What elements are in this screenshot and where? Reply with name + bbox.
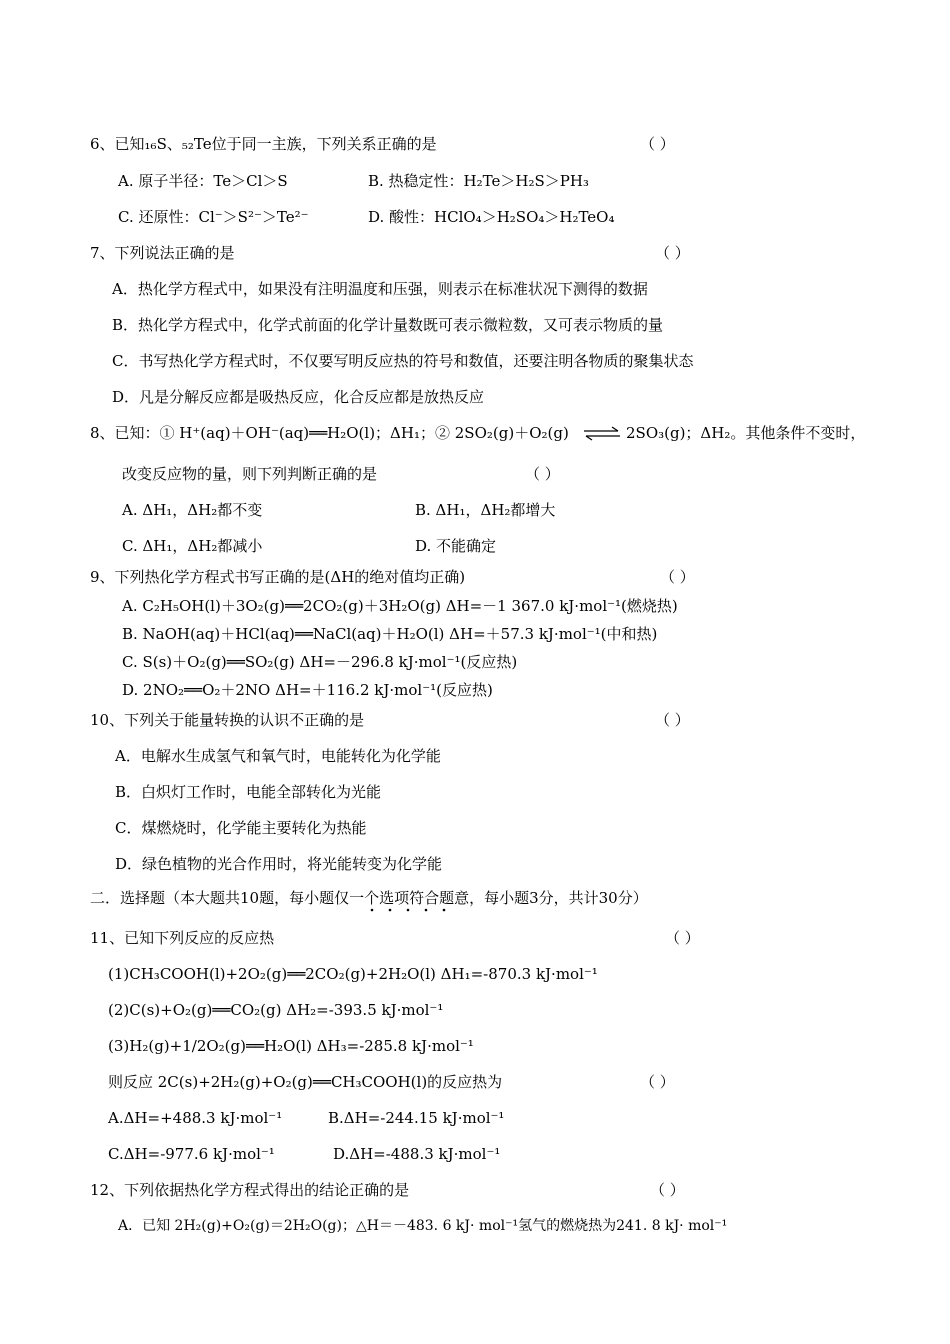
q11-reaction-3: (3)H₂(g)+1/2O₂(g)══H₂O(l) ΔH₃=-285.8 kJ·mol⁻¹ — [108, 1037, 474, 1055]
q6-stem: 6、已知₁₆S、₅₂Te位于同一主族，下列关系正确的是 — [90, 135, 437, 153]
q9-option-c: C. S(s)＋O₂(g)══SO₂(g) ΔH=－296.8 kJ·mol⁻¹(反应热) — [122, 653, 518, 671]
q12-stem: 12、下列依据热化学方程式得出的结论正确的是 — [90, 1181, 410, 1199]
q9-option-b: B. NaOH(aq)＋HCl(aq)══NaCl(aq)＋H₂O(l) ΔH=＋57.3 kJ·mol⁻¹(中和热) — [122, 625, 658, 643]
q7-answer-bracket: （ ） — [655, 244, 690, 262]
q11-reaction-1: (1)CH₃COOH(l)+2O₂(g)══2CO₂(g)+2H₂O(l) ΔH₁=-870.3 kJ·mol⁻¹ — [108, 965, 598, 983]
equilibrium-arrow-icon — [582, 424, 622, 442]
q8-answer-bracket: （ ） — [525, 465, 560, 483]
q6-answer-bracket: （ ） — [640, 135, 675, 153]
q7-option-a: A．热化学方程式中，如果没有注明温度和压强，则表示在标准状况下测得的数据 — [112, 280, 648, 298]
q8-option-c: C. ΔH₁，ΔH₂都减小 — [122, 537, 263, 555]
q7-option-b: B．热化学方程式中，化学式前面的化学计量数既可表示微粒数，又可表示物质的量 — [112, 316, 664, 334]
q11-reaction-2: (2)C(s)+O₂(g)══CO₂(g) ΔH₂=-393.5 kJ·mol⁻¹ — [108, 1001, 444, 1019]
q9-answer-bracket: （ ） — [660, 568, 695, 586]
q6-option-a: A. 原子半径：Te＞Cl＞S — [118, 172, 288, 190]
q7-option-d: D．凡是分解反应都是吸热反应，化合反应都是放热反应 — [112, 388, 485, 406]
q10-option-b: B．白炽灯工作时，电能全部转化为光能 — [115, 783, 382, 801]
q9-stem: 9、下列热化学方程式书写正确的是(ΔH的绝对值均正确) — [90, 568, 466, 586]
q10-option-d: D．绿色植物的光合作用时，将光能转变为化学能 — [115, 855, 443, 873]
q9-option-a: A. C₂H₅OH(l)＋3O₂(g)══2CO₂(g)＋3H₂O(g) ΔH=－1 367.0 kJ·mol⁻¹(燃烧热) — [122, 597, 678, 615]
q10-stem: 10、下列关于能量转换的认识不正确的是 — [90, 711, 365, 729]
q6-option-b: B. 热稳定性：H₂Te＞H₂S＞PH₃ — [368, 172, 589, 190]
q11-option-b: B.ΔH=-244.15 kJ·mol⁻¹ — [328, 1109, 505, 1127]
q10-option-a: A．电解水生成氢气和氧气时，电能转化为化学能 — [115, 747, 441, 765]
q6-option-d: D. 酸性：HClO₄＞H₂SO₄＞H₂TeO₄ — [368, 208, 615, 226]
q11-stem: 11、已知下列反应的反应热 — [90, 929, 275, 947]
q12-answer-bracket: （ ） — [650, 1181, 685, 1199]
q11-option-d: D.ΔH=-488.3 kJ·mol⁻¹ — [333, 1145, 501, 1163]
q10-answer-bracket: （ ） — [655, 711, 690, 729]
emphasis-dots-icon — [368, 907, 448, 913]
q8-option-a: A. ΔH₁，ΔH₂都不变 — [122, 501, 263, 519]
q11-option-c: C.ΔH=-977.6 kJ·mol⁻¹ — [108, 1145, 275, 1163]
section-2-heading: 二．选择题（本大题共10题，每小题仅一个选项符合题意，每小题3分，共计30分） — [90, 889, 648, 907]
q12-option-a: A．已知 2H₂(g)+O₂(g)＝2H₂O(g)；△H＝－483. 6 kJ· mol⁻¹氢气的燃烧热为241. 8 kJ· mol⁻¹ — [118, 1218, 728, 1234]
q10-option-c: C．煤燃烧时，化学能主要转化为热能 — [115, 819, 367, 837]
q11-option-a: A.ΔH=+488.3 kJ·mol⁻¹ — [108, 1109, 283, 1127]
q8-option-d: D. 不能确定 — [415, 537, 497, 555]
q8-stem-right: 2SO₃(g)；ΔH₂。其他条件不变时， — [626, 424, 866, 442]
q9-option-d: D. 2NO₂══O₂＋2NO ΔH=＋116.2 kJ·mol⁻¹(反应热) — [122, 681, 493, 699]
q7-stem: 7、下列说法正确的是 — [90, 244, 235, 262]
q8-stem-line2: 改变反应物的量，则下列判断正确的是 — [122, 465, 378, 483]
q6-option-c: C. 还原性：Cl⁻＞S²⁻＞Te²⁻ — [118, 208, 309, 226]
q11-answer-bracket: （ ） — [665, 929, 700, 947]
q8-stem-left: 8、已知：① H⁺(aq)＋OH⁻(aq)══H₂O(l)；ΔH₁；② 2SO₂(g)＋O₂(g) — [90, 424, 569, 442]
q11-question: 则反应 2C(s)+2H₂(g)+O₂(g)══CH₃COOH(l)的反应热为 — [108, 1073, 503, 1091]
q8-option-b: B. ΔH₁，ΔH₂都增大 — [415, 501, 556, 519]
q11-question-bracket: （ ） — [640, 1073, 675, 1091]
q7-option-c: C．书写热化学方程式时，不仅要写明反应热的符号和数值，还要注明各物质的聚集状态 — [112, 352, 694, 370]
